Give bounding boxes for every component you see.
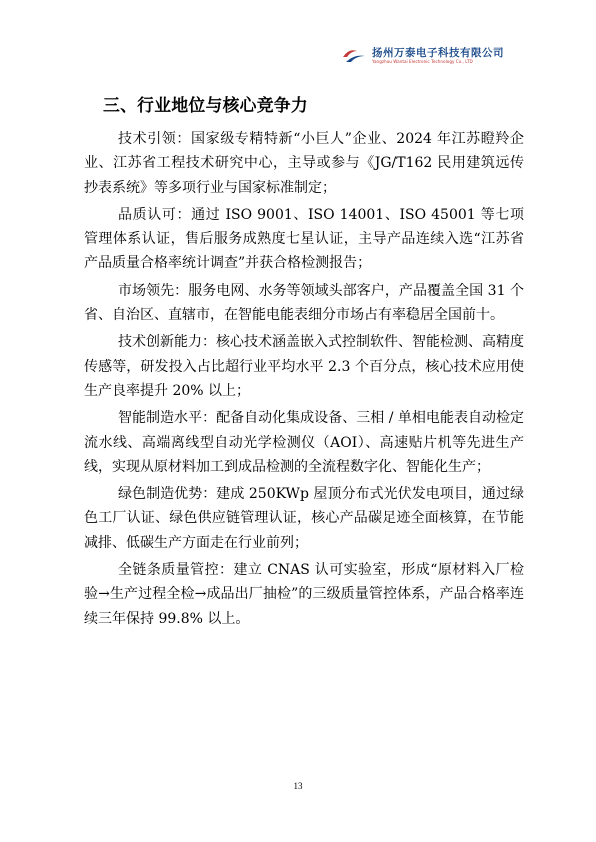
page-number: 13 <box>293 781 303 791</box>
company-name: 扬州万泰电子科技有限公司 <box>372 46 504 59</box>
paragraph-quality-control: 全链条质量管控：建立 CNAS 认可实验室，形成“原材料入厂检验→生产过程全检→成品出厂抽检”的三级质量管控体系，产品合格率连续三年保持 99.8% 以上。 <box>84 562 524 627</box>
section-heading: 三、行业地位与核心竞争力 <box>103 95 308 115</box>
paragraph-quality-recognition: 品质认可：通过 ISO 9001、ISO 14001、ISO 45001 等七项管理体系认证，售后服务成熟度七星认证，主导产品连续入选“江苏省产品质量合格率统计调查”并获合格检测报告； <box>84 206 524 272</box>
company-name-en: Yangzhou Wantai Electronic Technology Co., LTD <box>372 59 473 65</box>
paragraph-tech-leadership: 技术引领：国家级专精特新“小巨人”企业、2024 年江苏瞪羚企业、江苏省工程技术研究中心，主导或参与《JG/T162 民用建筑远传抄表系统》等多项行业与国家标准制定； <box>84 131 524 196</box>
company-logo-icon <box>340 46 368 66</box>
company-logo-text <box>372 48 504 65</box>
paragraph-market-leadership: 市场领先：服务电网、水务等领域头部客户，产品覆盖全国 31 个省、自治区、直辖市，在智能电能表细分市场占有率稳居全国前十。 <box>84 282 524 324</box>
body-text <box>84 127 524 631</box>
page-header <box>340 44 504 68</box>
paragraph-smart-manufacturing: 智能制造水平：配备自动化集成设备、三相 / 单相电能表自动检定流水线、高端离线型自动光学检测仪（AOI）、高速贴片机等先进生产线，实现从原材料加工到成品检测的全流程数字化、智能化生产； <box>84 410 524 475</box>
paragraph-green-manufacturing: 绿色制造优势：建成 250KWp 屋顶分布式光伏发电项目，通过绿色工厂认证、绿色供应链管理认证，核心产品碳足迹全面核算，在节能减排、低碳生产方面走在行业前列； <box>84 486 524 551</box>
paragraph-innovation: 技术创新能力：核心技术涵盖嵌入式控制软件、智能检测、高精度传感等，研发投入占比超行业平均水平 2.3 个百分点，核心技术应用使生产良率提升 20% 以上； <box>84 334 524 399</box>
